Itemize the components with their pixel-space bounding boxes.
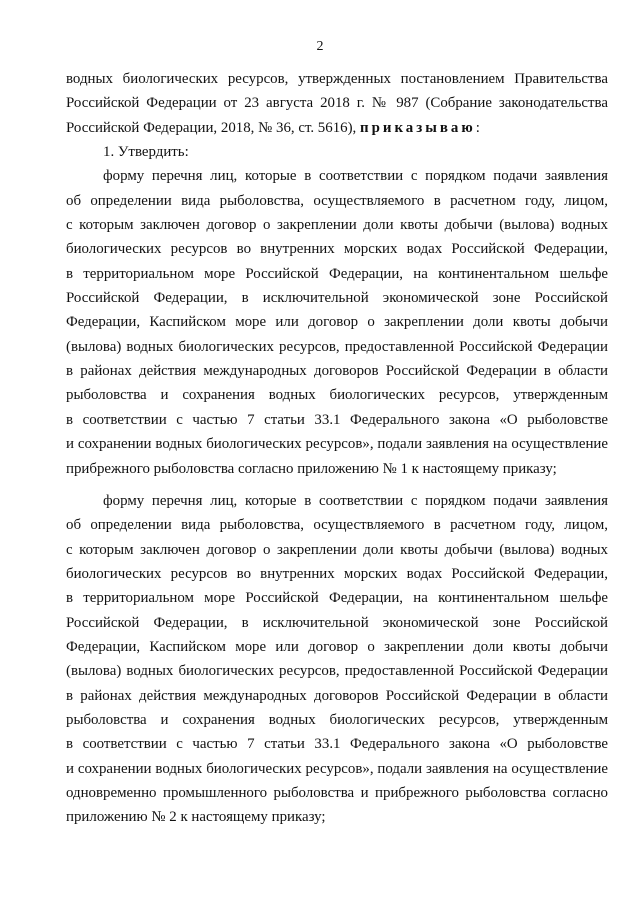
para2-line: одновременно промышленного рыболовства и прибрежного рыболовства согласно bbox=[66, 784, 608, 801]
form-paragraph-2 bbox=[66, 489, 608, 830]
para1-line: рыболовства и сохранения водных биологических ресурсов, утвержденным bbox=[66, 387, 608, 404]
para2-line: Российской Федерации, в исключительной экономической зоне Российской bbox=[66, 614, 608, 631]
para1-line: (вылова) водных биологических ресурсов, предоставленной Российской Федерации bbox=[66, 338, 608, 355]
para1-line: об определении вида рыболовства, осуществляемого в расчетном году, лицом, bbox=[66, 192, 608, 209]
order-word: приказываю bbox=[360, 119, 476, 136]
para1-line: и сохранении водных биологических ресурсов», подали заявления на осуществление bbox=[66, 436, 608, 453]
form-paragraph-1 bbox=[66, 164, 608, 480]
intro-line-last bbox=[66, 116, 608, 140]
para1-line: с которым заключен договор о закреплении доли квоты добычи (вылова) водных bbox=[66, 217, 608, 234]
para2-line-last: приложению № 2 к настоящему приказу; bbox=[66, 809, 326, 826]
para1-line: форму перечня лиц, которые в соответствии с порядком подачи заявления bbox=[103, 168, 608, 185]
para2-line: (вылова) водных биологических ресурсов, предоставленной Российской Федерации bbox=[66, 663, 608, 680]
intro-line: Российской Федерации от 23 августа 2018 г. № 987 (Собрание законодательства bbox=[66, 95, 608, 112]
para1-line: биологических ресурсов во внутренних морских водах Российской Федерации, bbox=[66, 241, 608, 258]
para2-line: в территориальном море Российской Федерации, на континентальном шельфе bbox=[66, 590, 608, 607]
para2-line: в районах действия международных договоров Российской Федерации в области bbox=[66, 687, 608, 704]
intro-line-text: Российской Федерации, 2018, № 36, ст. 5616), bbox=[66, 119, 357, 136]
order-colon: : bbox=[475, 119, 480, 136]
para2-line: форму перечня лиц, которые в соответствии с порядком подачи заявления bbox=[103, 492, 608, 509]
intro-line: водных биологических ресурсов, утвержденных постановлением Правительства bbox=[66, 71, 608, 87]
page-number: 2 bbox=[316, 39, 324, 54]
para1-line: в территориальном море Российской Федерации, на континентальном шельфе bbox=[66, 265, 608, 282]
para2-line: Федерации, Каспийском море или договор о закреплении доли квоты добычи bbox=[66, 638, 608, 655]
para1-line: в районах действия международных договоров Российской Федерации в области bbox=[66, 363, 608, 380]
para2-line: в соответствии с частью 7 статьи 33.1 Федерального закона «О рыболовстве bbox=[66, 736, 608, 753]
para1-line: в соответствии с частью 7 статьи 33.1 Федерального закона «О рыболовстве bbox=[66, 411, 608, 428]
item-1-label: 1. Утвердить: bbox=[103, 144, 189, 161]
para2-line: об определении вида рыболовства, осуществляемого в расчетном году, лицом, bbox=[66, 517, 608, 534]
document-body bbox=[66, 67, 608, 830]
para1-line-last: прибрежного рыболовства согласно приложению № 1 к настоящему приказу; bbox=[66, 460, 557, 477]
intro-paragraph bbox=[66, 67, 608, 140]
paragraph-gap bbox=[66, 481, 608, 489]
para2-line: биологических ресурсов во внутренних морских водах Российской Федерации, bbox=[66, 565, 608, 582]
para2-line: рыболовства и сохранения водных биологических ресурсов, утвержденным bbox=[66, 711, 608, 728]
para1-line: Федерации, Каспийском море или договор о закреплении доли квоты добычи bbox=[66, 314, 608, 331]
para1-line: Российской Федерации, в исключительной экономической зоне Российской bbox=[66, 290, 608, 307]
para2-line: с которым заключен договор о закреплении доли квоты добычи (вылова) водных bbox=[66, 541, 608, 558]
para2-line: и сохранении водных биологических ресурсов», подали заявления на осуществление bbox=[66, 760, 608, 777]
